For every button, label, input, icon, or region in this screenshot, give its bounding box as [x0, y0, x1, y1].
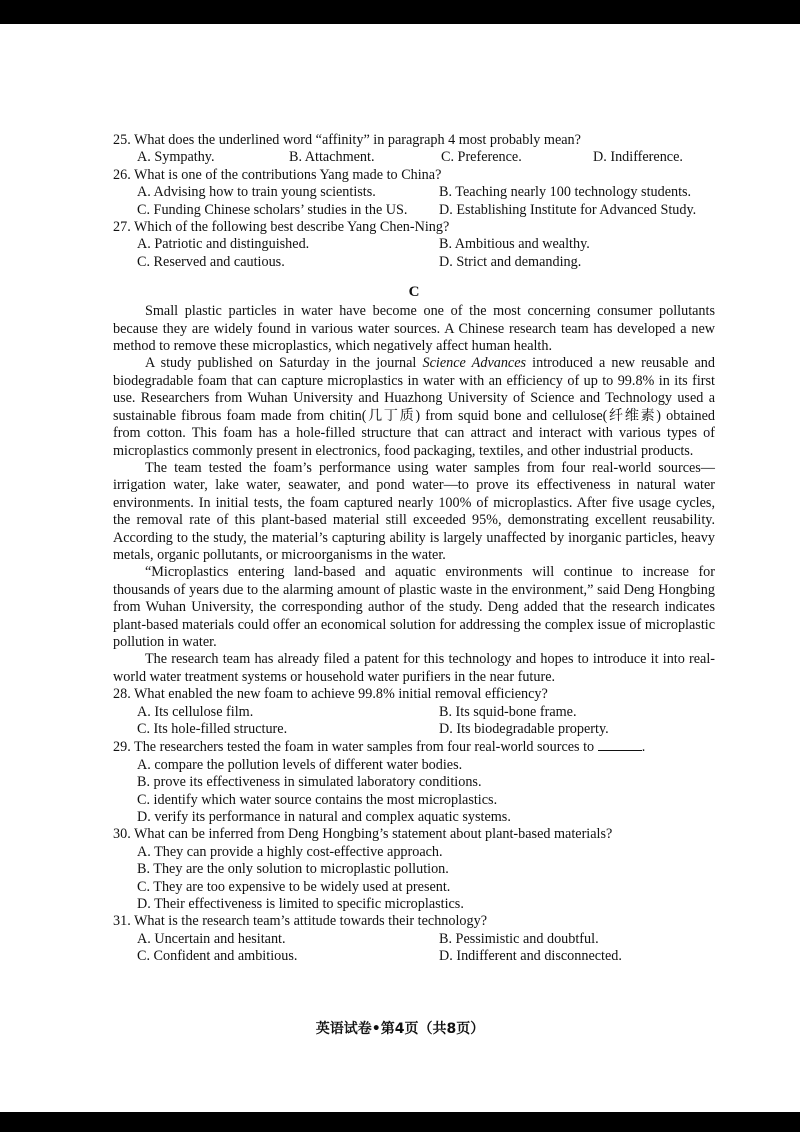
paragraph-text: introduced a new reusable and biodegradable foam that can capture microplastics in water with an efficiency of up to 99.8% in its first use. Researchers from Wuhan University and Huazhong University of Science and Technology used a sustainable fibrous foam made from chitin(几丁质) from squid bone and cellulose(纤维素) obtained from cotton. This foam has a hole-filled structure that can attract and interact with various types of microplastics commonly present in electronics, food packaging, textiles, and other industrial products.	[113, 355, 715, 459]
question-number: 31.	[113, 913, 131, 930]
scan-border-bottom	[0, 1112, 800, 1132]
option-c: C. Preference.	[441, 149, 522, 166]
option-c: C. Confident and ambitious.	[137, 948, 298, 965]
question-number: 26.	[113, 166, 131, 183]
option-b: B. They are the only solution to microplastic pollution.	[137, 861, 449, 878]
option-c: C. Its hole-filled structure.	[137, 721, 288, 737]
passage-paragraph-5: The research team has already filed a patent for this technology and hopes to introduce it into real-world water treatment systems or household water purifiers in the near future.	[113, 651, 715, 685]
option-c: C. Reserved and cautious.	[137, 253, 285, 270]
scan-border-top	[0, 0, 800, 24]
question-stem	[113, 219, 715, 236]
question-27	[113, 219, 715, 271]
option-c: C. They are too expensive to be widely used at present.	[137, 878, 451, 895]
question-25	[113, 132, 715, 167]
question-text: What does the underlined word “affinity” in paragraph 4 most probably mean?	[134, 132, 581, 148]
option-c: C. identify which water source contains the most microplastics.	[137, 791, 498, 808]
option-c: C. Funding Chinese scholars’ studies in the US.	[137, 201, 408, 218]
option-a: A. Uncertain and hesitant.	[137, 930, 286, 947]
option-a: A. Its cellulose film.	[137, 703, 254, 720]
question-stem	[113, 132, 715, 149]
answer-blank	[598, 738, 642, 751]
option-a: A. Advising how to train young scientists.	[137, 184, 376, 201]
passage-paragraph-4: “Microplastics entering land-based and aquatic environments will continue to increase for thousands of years due to the alarming amount of plastic waste in the environment,” said Deng Hongbing from Wuhan University, the corresponding author of the study. Deng added that the research indicates plant-based materials could offer an economical solution for addressing the complex issue of microplastic pollution in water.	[113, 564, 715, 650]
option-b: B. Its squid-bone frame.	[439, 703, 577, 720]
question-text: What can be inferred from Deng Hongbing’s statement about plant-based materials?	[134, 826, 613, 843]
option-b: B. Pessimistic and doubtful.	[439, 930, 599, 947]
option-d: D. Establishing Institute for Advanced Study.	[439, 201, 697, 218]
journal-title: Science Advances	[422, 355, 527, 372]
question-punctuation: .	[641, 739, 646, 756]
option-b: B. Ambitious and wealthy.	[439, 236, 590, 253]
question-stem	[113, 167, 715, 184]
question-29	[113, 738, 715, 826]
question-number: 25.	[113, 132, 131, 148]
exam-page	[0, 24, 800, 1112]
question-28	[113, 686, 715, 738]
passage-paragraph-1: Small plastic particles in water have become one of the most concerning consumer pollutants because they are widely found in various water sources. A Chinese research team has developed a new method to remove these microplastics, which negatively affect human health.	[113, 303, 715, 355]
question-text: What is the research team’s attitude towards their technology?	[134, 913, 488, 930]
page-footer: 英语试卷•第4页（共8页）	[315, 1021, 485, 1037]
question-text: What is one of the contributions Yang made to China?	[134, 166, 442, 183]
option-d: D. Strict and demanding.	[439, 253, 582, 270]
question-text: Which of the following best describe Yang Chen-Ning?	[134, 219, 450, 236]
option-b: B. Teaching nearly 100 technology students.	[439, 184, 692, 201]
question-text: What enabled the new foam to achieve 99.8% initial removal efficiency?	[134, 686, 548, 703]
option-d: D. verify its performance in natural and complex aquatic systems.	[137, 809, 511, 826]
question-stem	[113, 686, 715, 703]
question-text: The researchers tested the foam in water samples from four real-world sources to	[134, 739, 595, 756]
option-a: A. Sympathy.	[137, 149, 215, 166]
option-a: A. Patriotic and distinguished.	[137, 236, 310, 253]
question-31	[113, 913, 715, 965]
option-b: B. Attachment.	[289, 149, 375, 166]
question-number: 30.	[113, 826, 131, 843]
question-26	[113, 167, 715, 219]
question-30	[113, 826, 715, 913]
option-d: D. Its biodegradable property.	[439, 721, 609, 737]
passage-paragraph-2	[113, 355, 715, 459]
option-d: D. Their effectiveness is limited to specific microplastics.	[137, 896, 464, 913]
option-d: D. Indifference.	[593, 149, 683, 166]
option-b: B. prove its effectiveness in simulated laboratory conditions.	[137, 774, 482, 791]
passage-paragraph-3: The team tested the foam’s performance using water samples from four real-world sources—irrigation water, lake water, seawater, and pond water—to prove its effectiveness in natural water environments. In initial tests, the foam captured nearly 100% of microplastics. After five usage cycles, the removal rate of this plant-based material still exceeded 95%, demonstrating excellent reusability. According to the study, the material’s capturing ability is largely unaffected by inorganic particles, heavy metals, organic pollutants, or microorganisms in the water.	[113, 459, 715, 563]
option-a: A. compare the pollution levels of different water bodies.	[137, 756, 463, 773]
question-stem	[113, 826, 715, 843]
section-title: C	[408, 284, 420, 301]
question-number: 27.	[113, 219, 131, 236]
question-number: 29.	[113, 739, 131, 756]
paragraph-text: A study published on Saturday in the journal	[145, 355, 423, 372]
question-number: 28.	[113, 686, 131, 703]
question-stem	[113, 913, 715, 930]
page-content	[113, 132, 715, 966]
option-d: D. Indifferent and disconnected.	[439, 948, 622, 965]
question-stem	[113, 738, 715, 756]
option-a: A. They can provide a highly cost-effective approach.	[137, 843, 443, 860]
